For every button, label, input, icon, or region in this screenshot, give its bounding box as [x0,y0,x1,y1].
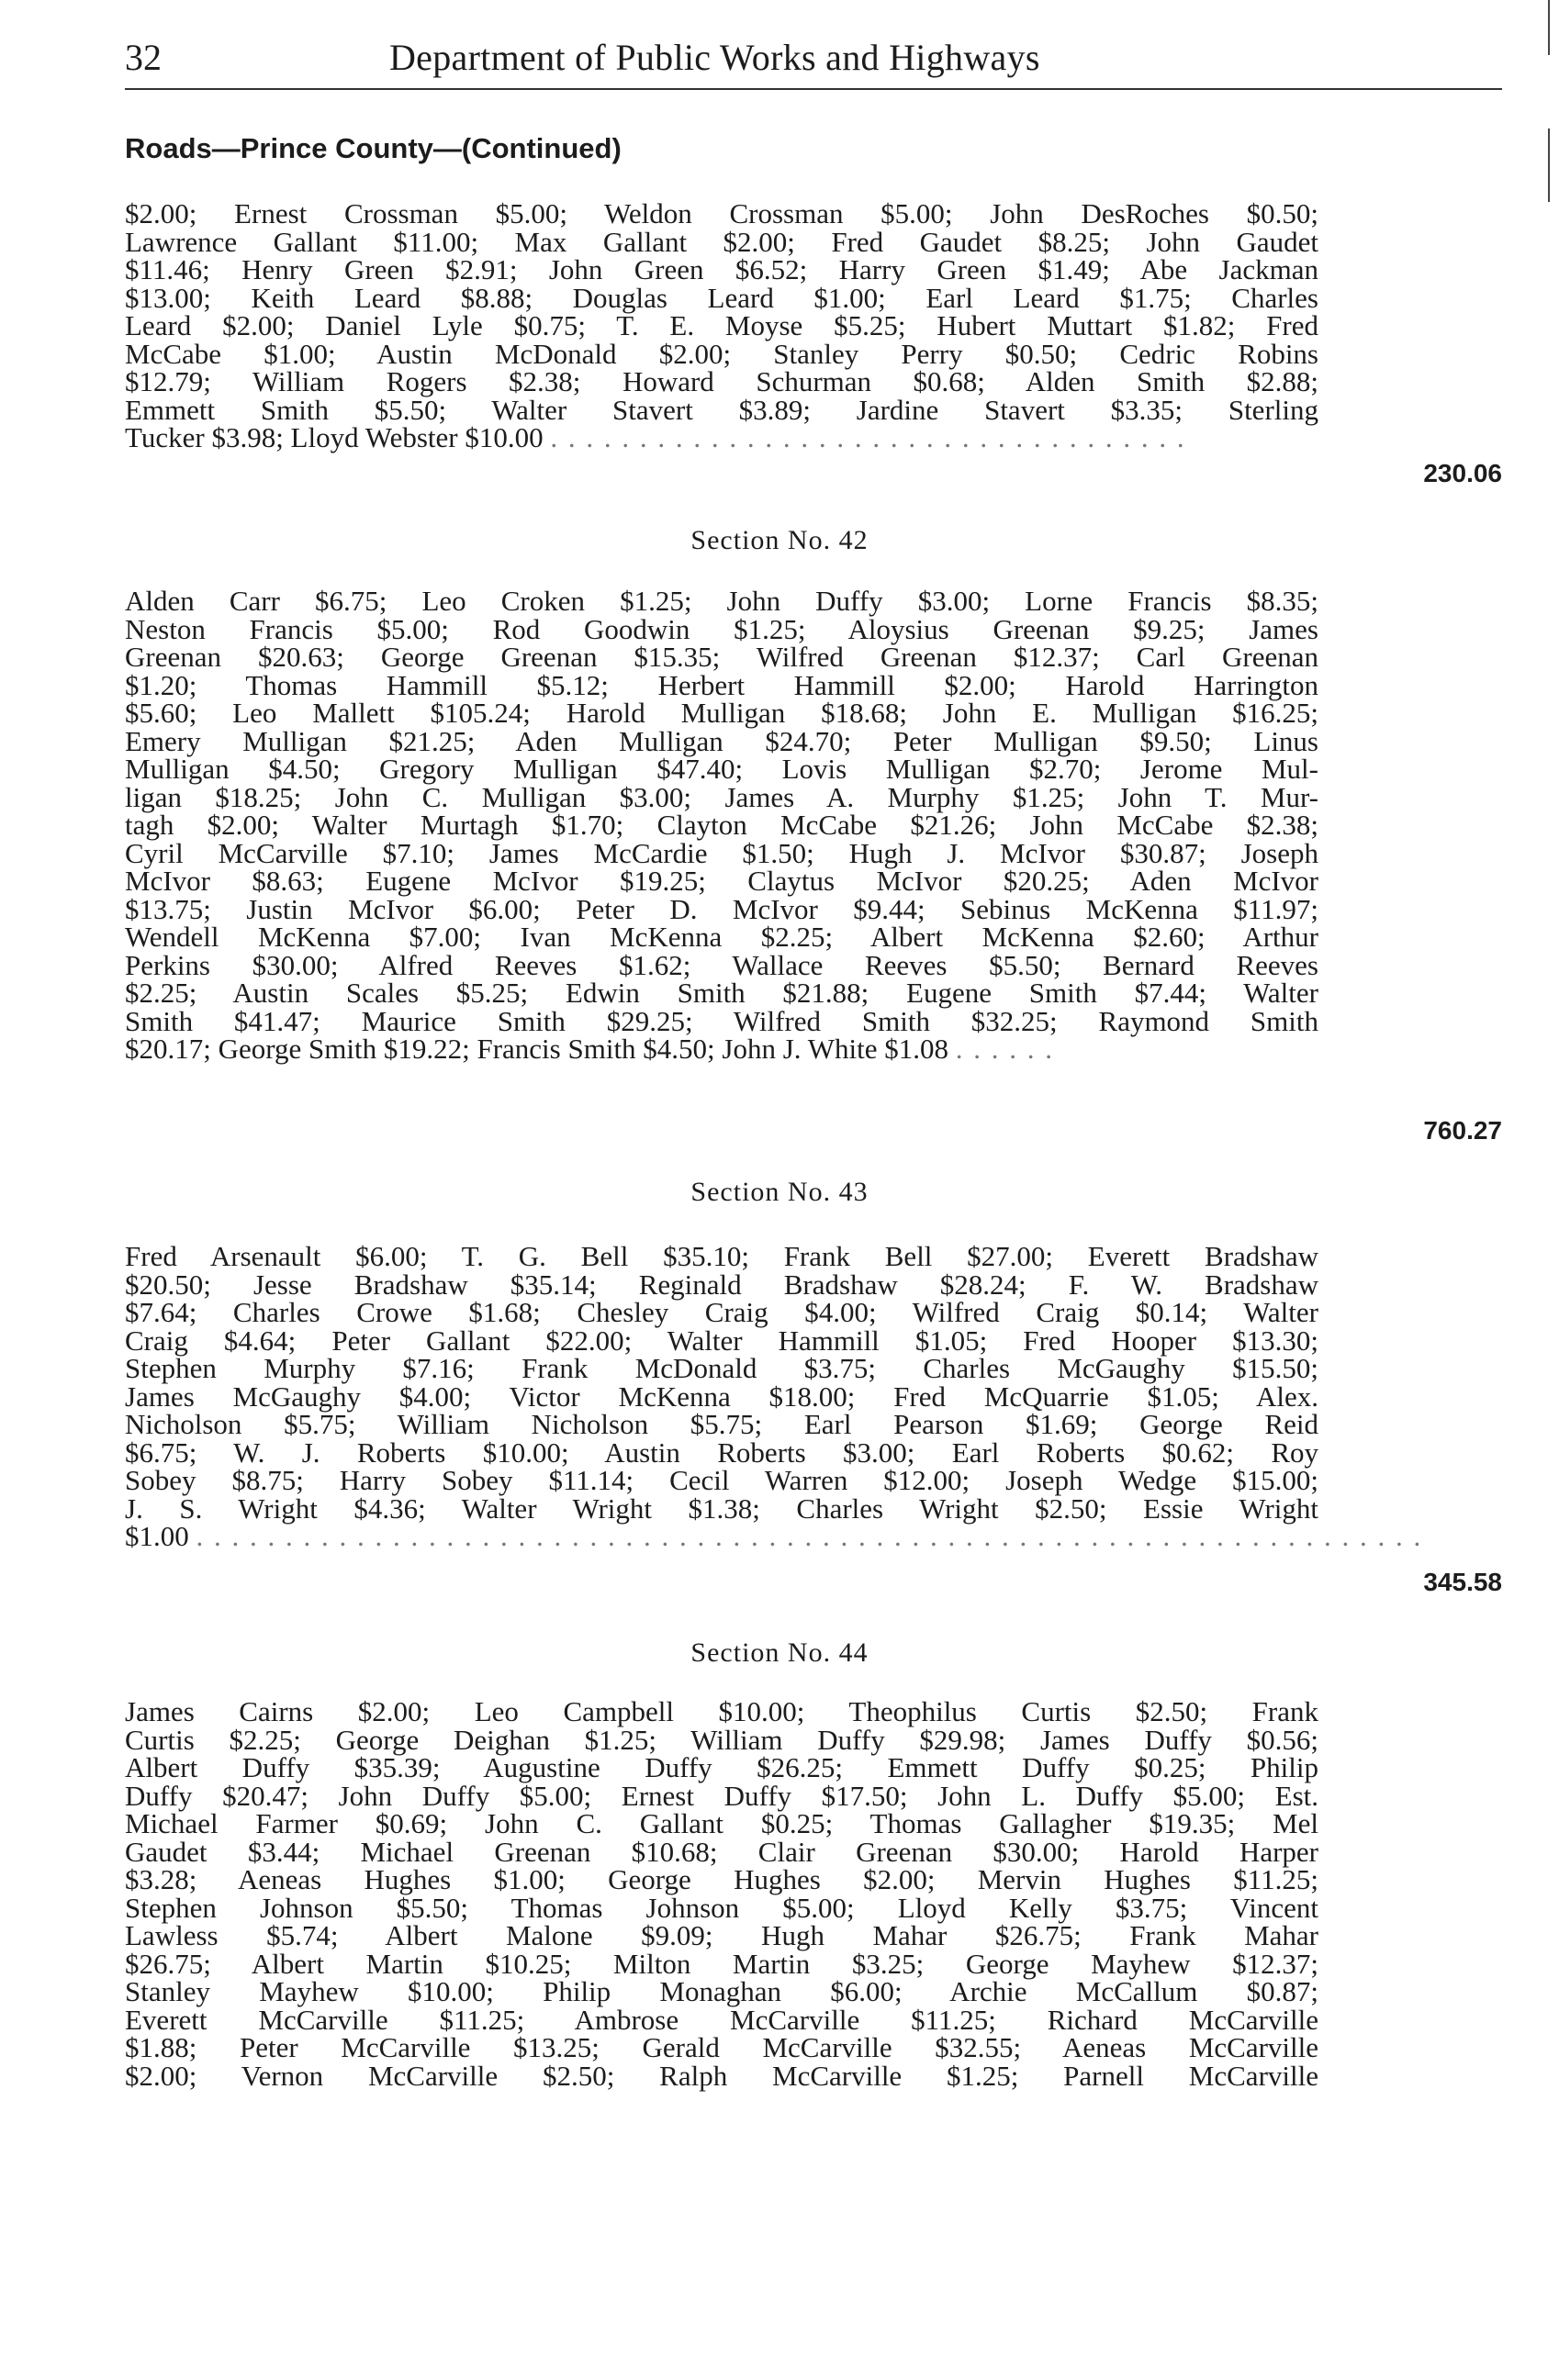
text-line: Stephen Murphy $7.16; Frank McDonald $3.75; Charles McGaughy $15.50; [125,1352,1318,1384]
text-line [125,1035,1318,1064]
dot-leader: . . . . . . . . . . . . . . . . . . . . . . . . . . . . . . . . . . . . [550,421,1186,453]
text-line: $5.60; Leo Mallett $105.24; Harold Mulligan $18.68; John E. Mulligan $16.25; [125,697,1318,729]
text-line-content: $20.17; George Smith $19.22; Francis Smith $4.50; John J. White $1.08 [125,1033,948,1065]
text-line: $11.46; Henry Green $2.91; John Green $6.52; Harry Green $1.49; Abe Jackman [125,253,1318,285]
text-line: James McGaughy $4.00; Victor McKenna $18.00; Fred McQuarrie $1.05; Alex. [125,1380,1318,1413]
scan-edge-mark [1548,0,1550,55]
text-line: Leard $2.00; Daniel Lyle $0.75; T. E. Moyse $5.25; Hubert Muttart $1.82; Fred [125,309,1318,341]
header-rule [125,88,1502,90]
text-line: $2.00; Ernest Crossman $5.00; Weldon Crossman $5.00; John DesRoches $0.50; [125,197,1318,229]
text-line: $2.25; Austin Scales $5.25; Edwin Smith $21.88; Eugene Smith $7.44; Walter [125,977,1318,1009]
text-line: $13.75; Justin McIvor $6.00; Peter D. McIvor $9.44; Sebinus McKenna $11.97; [125,892,1318,925]
dot-leader: . . . . . . . . . . . . . . . . . . . . . . . . . . . . . . . . . . . . . . . . . . . . . . . . . . . . . . . . . . . . . . . . . . . . . [196,1520,1423,1552]
text-line: Everett McCarville $11.25; Ambrose McCarville $11.25; Richard McCarville [125,2003,1318,2036]
text-line: McIvor $8.63; Eugene McIvor $19.25; Claytus McIvor $20.25; Aden McIvor [125,865,1318,897]
text-line: Greenan $20.63; George Greenan $15.35; Wilfred Greenan $12.37; Carl Greenan [125,641,1318,673]
text-line: $1.88; Peter McCarville $13.25; Gerald McCarville $32.55; Aeneas McCarville [125,2031,1318,2063]
text-line: Craig $4.64; Peter Gallant $22.00; Walter Hammill $1.05; Fred Hooper $13.30; [125,1324,1318,1357]
section-title: Section No. 44 [690,1637,869,1668]
text-line: $2.00; Vernon McCarville $2.50; Ralph McCarville $1.25; Parnell McCarville [125,2059,1318,2092]
text-line: Mulligan $4.50; Gregory Mulligan $47.40; Lovis Mulligan $2.70; Jerome Mul- [125,753,1318,785]
text-line: $6.75; W. J. Roberts $10.00; Austin Roberts $3.00; Earl Roberts $0.62; Roy [125,1436,1318,1469]
text-line: Albert Duffy $35.39; Augustine Duffy $26.25; Emmett Duffy $0.25; Philip [125,1751,1318,1783]
text-line: Fred Arsenault $6.00; T. G. Bell $35.10; Frank Bell $27.00; Everett Bradshaw [125,1240,1318,1272]
page-header [125,29,1502,86]
text-line: $1.20; Thomas Hammill $5.12; Herbert Hammill $2.00; Harold Harrington [125,668,1318,701]
text-line: Emmett Smith $5.50; Walter Stavert $3.89; Jardine Stavert $3.35; Sterling [125,393,1318,426]
text-line: $7.64; Charles Crowe $1.68; Chesley Craig $4.00; Wilfred Craig $0.14; Walter [125,1296,1318,1328]
text-line: Stephen Johnson $5.50; Thomas Johnson $5.00; Lloyd Kelly $3.75; Vincent [125,1891,1318,1924]
text-line: Sobey $8.75; Harry Sobey $11.14; Cecil Warren $12.00; Joseph Wedge $15.00; [125,1464,1318,1496]
text-line: $12.79; William Rogers $2.38; Howard Schurman $0.68; Alden Smith $2.88; [125,365,1318,397]
text-line: Smith $41.47; Maurice Smith $29.25; Wilfred Smith $32.25; Raymond Smith [125,1004,1318,1037]
text-line: Emery Mulligan $21.25; Aden Mulligan $24.70; Peter Mulligan $9.50; Linus [125,724,1318,757]
section-total: 760.27 [1423,1116,1502,1145]
text-line: McCabe $1.00; Austin McDonald $2.00; Stanley Perry $0.50; Cedric Robins [125,337,1318,370]
text-line: James Cairns $2.00; Leo Campbell $10.00; Theophilus Curtis $2.50; Frank [125,1695,1318,1727]
text-line: Cyril McCarville $7.10; James McCardie $1.50; Hugh J. McIvor $30.87; Joseph [125,836,1318,869]
text-line: tagh $2.00; Walter Murtagh $1.70; Clayton McCabe $21.26; John McCabe $2.38; [125,809,1318,841]
text-line: Duffy $20.47; John Duffy $5.00; Ernest Duffy $17.50; John L. Duffy $5.00; Est. [125,1779,1318,1812]
section-title: Section No. 43 [690,1177,869,1207]
section-total: 345.58 [1423,1568,1502,1596]
text-line: $13.00; Keith Leard $8.88; Douglas Leard $1.00; Earl Leard $1.75; Charles [125,281,1318,314]
text-line: $20.50; Jesse Bradshaw $35.14; Reginald Bradshaw $28.24; F. W. Bradshaw [125,1268,1318,1301]
text-line: Perkins $30.00; Alfred Reeves $1.62; Wallace Reeves $5.50; Bernard Reeves [125,948,1318,981]
text-line-content: Tucker $3.98; Lloyd Webster $10.00 [125,421,544,453]
text-line: Stanley Mayhew $10.00; Philip Monaghan $6.00; Archie McCallum $0.87; [125,1975,1318,2007]
section-total: 230.06 [1423,459,1502,487]
page-number: 32 [125,37,162,78]
text-line: Neston Francis $5.00; Rod Goodwin $1.25; Aloysius Greenan $9.25; James [125,612,1318,645]
text-line: Curtis $2.25; George Deighan $1.25; William Duffy $29.98; James Duffy $0.56; [125,1723,1318,1756]
dot-leader: . . . . . . [955,1033,1054,1065]
text-line: Gaudet $3.44; Michael Greenan $10.68; Clair Greenan $30.00; Harold Harper [125,1835,1318,1868]
text-line: Lawless $5.74; Albert Malone $9.09; Hugh Mahar $26.75; Frank Mahar [125,1919,1318,1951]
text-line: ligan $18.25; John C. Mulligan $3.00; James A. Murphy $1.25; John T. Mur- [125,780,1318,813]
scan-edge-mark [1548,128,1550,202]
text-line [125,421,1318,453]
text-line: Nicholson $5.75; William Nicholson $5.75; Earl Pearson $1.69; George Reid [125,1408,1318,1440]
text-line: $26.75; Albert Martin $10.25; Milton Martin $3.25; George Mayhew $12.37; [125,1947,1318,1980]
text-line [125,1520,1423,1552]
text-line-content: $1.00 [125,1520,189,1552]
subheading: Roads—Prince County—(Continued) [125,132,622,164]
text-line: Michael Farmer $0.69; John C. Gallant $0.25; Thomas Gallagher $19.35; Mel [125,1807,1318,1839]
payment-paragraph-continued [125,197,1318,453]
payment-paragraph-section-44 [125,1695,1318,2092]
text-line: Wendell McKenna $7.00; Ivan McKenna $2.25; Albert McKenna $2.60; Arthur [125,921,1318,953]
text-line: Alden Carr $6.75; Leo Croken $1.25; John Duffy $3.00; Lorne Francis $8.35; [125,585,1318,617]
text-line: Lawrence Gallant $11.00; Max Gallant $2.00; Fred Gaudet $8.25; John Gaudet [125,225,1318,258]
text-line: J. S. Wright $4.36; Walter Wright $1.38; Charles Wright $2.50; Essie Wright [125,1492,1318,1525]
section-title: Section No. 42 [690,525,869,555]
text-line: $3.28; Aeneas Hughes $1.00; George Hughes $2.00; Mervin Hughes $11.25; [125,1863,1318,1895]
payment-paragraph-section-42 [125,587,1318,1064]
payment-paragraph-section-43 [125,1240,1423,1552]
running-title: Department of Public Works and Highways [389,37,1040,78]
